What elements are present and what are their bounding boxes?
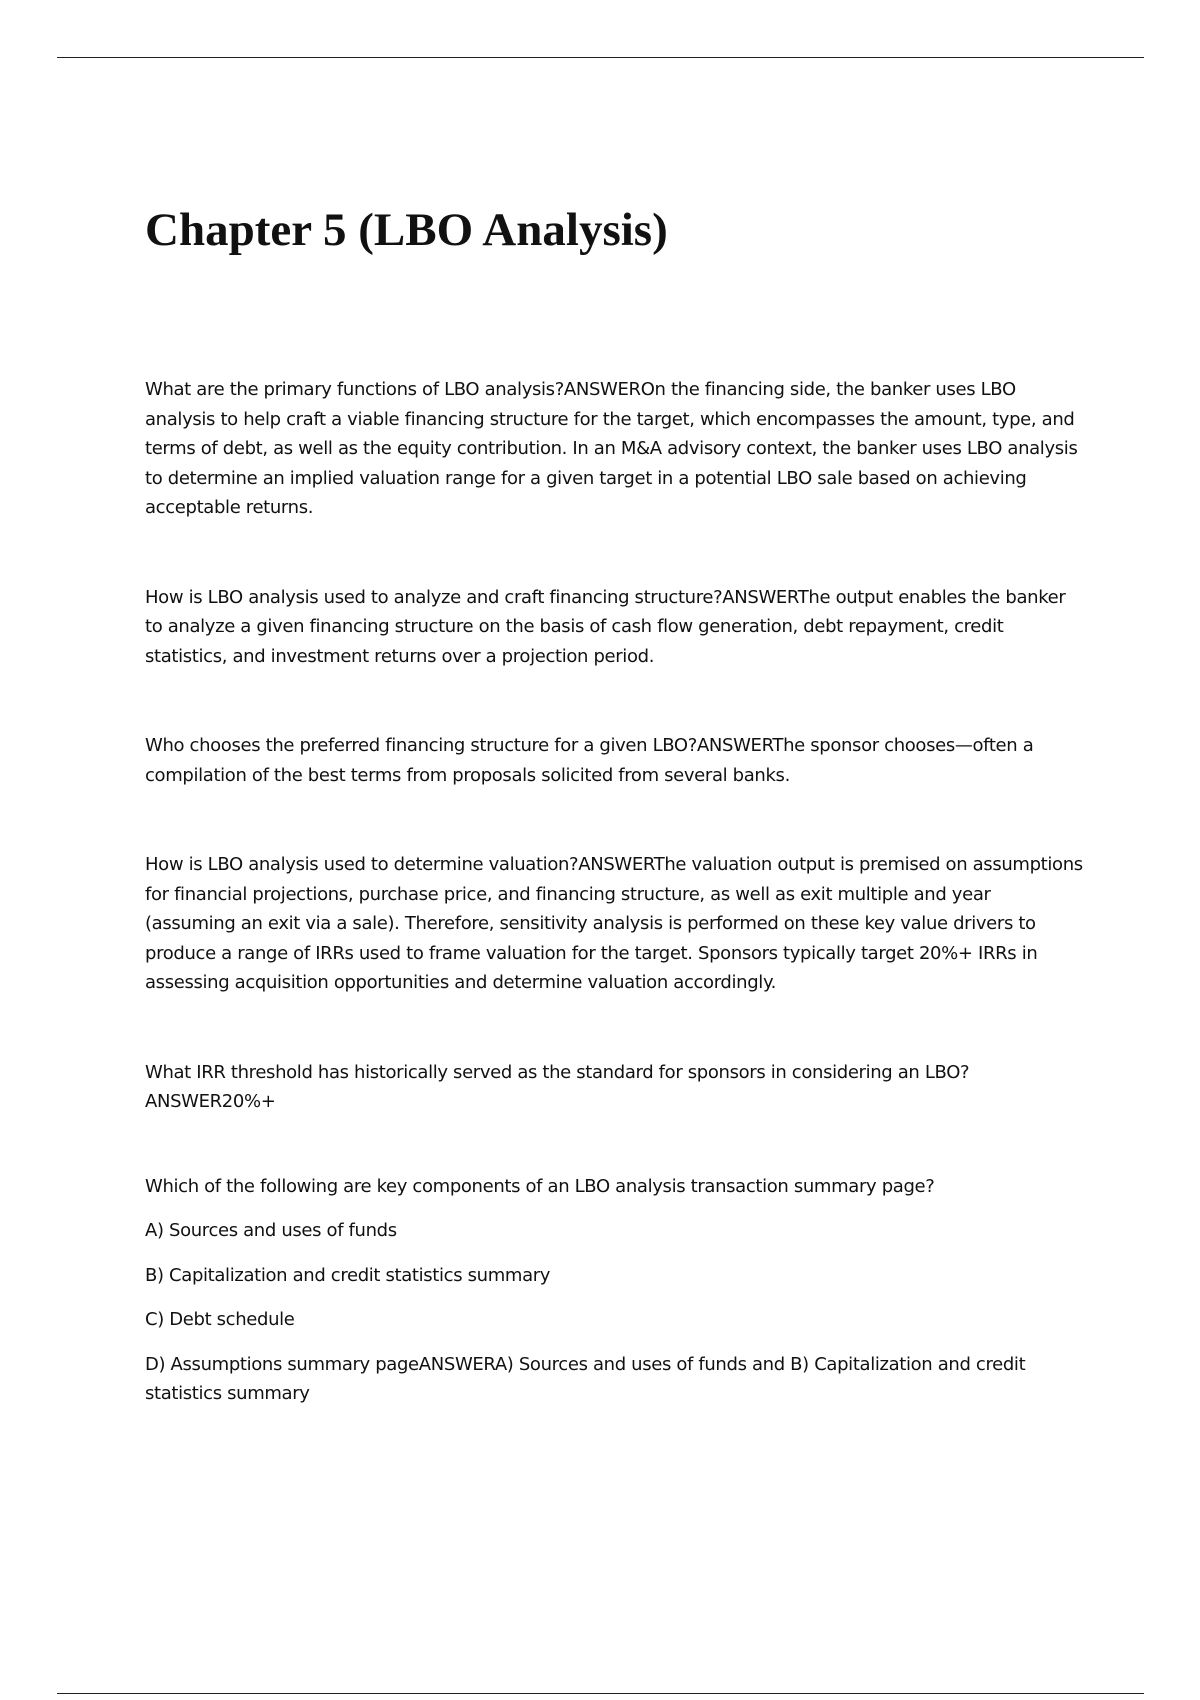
qa-item	[145, 850, 1085, 998]
qa-text: How is LBO analysis used to analyze and craft financing structure?ANSWERThe output enables the banker to analyze a given financing structure on the basis of cash flow generation, debt repayment, credit statistics, and investment returns over a projection period.	[145, 586, 1066, 667]
qa-item	[145, 375, 1085, 523]
page-title: Chapter 5 (LBO Analysis)	[145, 204, 668, 256]
qa-question: Which of the following are key components of an LBO analysis transaction summary page?	[145, 1175, 935, 1197]
qa-text: How is LBO analysis used to determine valuation?ANSWERThe valuation output is premised on assumptions for financial projections, purchase price, and financing structure, as well as exit multiple and year (assuming an exit via a sale). Therefore, sensitivity analysis is performed on these key value drivers to produce a range of IRRs used to frame valuation for the target. Sponsors typically target 20%+ IRRs in assessing acquisition opportunities and determine valuation accordingly.	[145, 854, 1083, 993]
qa-item	[145, 1058, 1085, 1117]
bottom-rule	[57, 1693, 1144, 1694]
answer-option: B) Capitalization and credit statistics summary	[145, 1264, 551, 1286]
document-body	[145, 375, 1085, 1409]
top-rule	[57, 57, 1144, 58]
answer-option: A) Sources and uses of funds	[145, 1220, 397, 1241]
answer-option: D) Assumptions summary pageANSWERA) Sources and uses of funds and B) Capitalization and credit statistics summary	[145, 1353, 1026, 1404]
qa-text: Who chooses the preferred financing structure for a given LBO?ANSWERThe sponsor chooses—often a compilation of the best terms from proposals solicited from several banks.	[145, 735, 1034, 786]
qa-item	[145, 731, 1085, 790]
qa-item	[145, 1172, 1085, 1409]
answer-option: C) Debt schedule	[145, 1309, 295, 1330]
qa-item	[145, 583, 1085, 672]
qa-text: What IRR threshold has historically served as the standard for sponsors in considering an LBO? ANSWER20%+	[145, 1061, 970, 1112]
qa-text: What are the primary functions of LBO analysis?ANSWEROn the financing side, the banker uses LBO analysis to help craft a viable financing structure for the target, which encompasses the amount, type, and terms of debt, as well as the equity contribution. In an M&A advisory context, the banker uses LBO analysis to determine an implied valuation range for a given target in a potential LBO sale based on achieving acceptable returns.	[145, 379, 1078, 518]
